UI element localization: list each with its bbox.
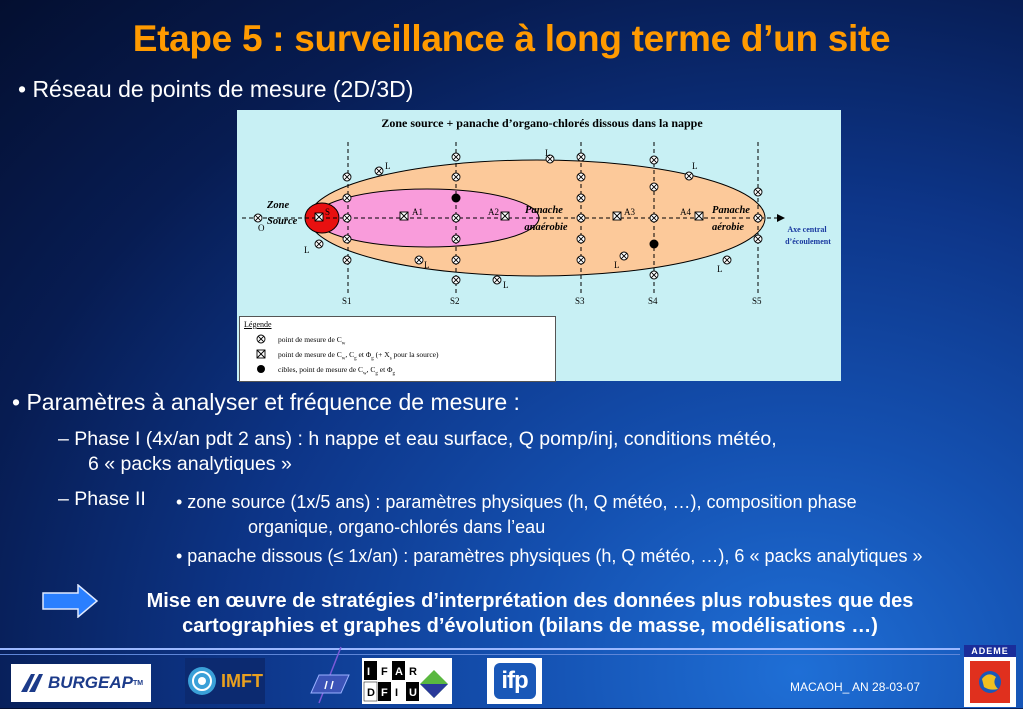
- footer-divider-thin: [0, 654, 960, 655]
- ademe-logo: [964, 645, 1016, 707]
- legend-row2-text: pour la source): [391, 350, 439, 359]
- footer-text: MACAOH_ AN 28-03-07: [790, 680, 921, 694]
- label-l: L: [304, 245, 310, 255]
- legend-title: Légende: [244, 320, 272, 329]
- diagram-legend: [239, 316, 556, 382]
- label-a2: A2: [488, 207, 499, 217]
- aerobic-label-2: aérobie: [711, 222, 745, 233]
- source-zone-line-1: • zone source (1x/5 ans) : paramètres physiques (h, Q météo, …), composition phase: [176, 492, 857, 512]
- legend-row3-sub: g: [375, 371, 378, 377]
- flow-arrow: [777, 214, 785, 222]
- label-l: L: [385, 161, 391, 171]
- ifarf-letter: A: [395, 666, 403, 678]
- ademe-badge: [970, 661, 1010, 703]
- legend-row3-sub: w: [362, 371, 367, 377]
- source-zone-line-2: organique, organo-chlorés dans l’eau: [248, 517, 546, 537]
- legend-row2-text: point de mesure de C: [278, 350, 342, 359]
- axis-label-2: d’écoulement: [785, 237, 831, 246]
- legend-row1-text: point de mesure de C: [278, 335, 342, 344]
- imft-text: IMFT: [221, 670, 263, 691]
- ifarf-logo: [362, 658, 452, 704]
- phase-1: [58, 427, 777, 477]
- hydro-logo-icon: [305, 645, 355, 705]
- zone-source-label-1: Zone: [267, 200, 290, 211]
- zone-source-label-2: Source: [267, 216, 298, 227]
- imft-swirl-icon: [187, 661, 217, 701]
- ifp-badge: [494, 663, 536, 699]
- label-a1: A1: [412, 207, 423, 217]
- slide-title: Etape 5 : surveillance à long terme d’un site: [132, 18, 891, 59]
- legend-row2-text: (+ X: [373, 350, 390, 359]
- section-s1: S1: [342, 296, 352, 306]
- legend-row2-sub: s: [389, 356, 392, 362]
- label-l: L: [614, 260, 620, 270]
- footer-divider: [0, 648, 960, 650]
- label-s: S: [325, 207, 331, 217]
- legend-row3-sub: g: [392, 371, 396, 377]
- legend-row3-text: et Φ: [377, 365, 393, 374]
- ifarf-grid-icon: [362, 658, 452, 704]
- label-l: L: [545, 148, 551, 158]
- anaerobic-label-1: Panache: [525, 205, 563, 216]
- ifarf-letter: R: [409, 666, 417, 678]
- bullet-network: • Réseau de points de mesure (2D/3D): [18, 76, 414, 102]
- ademe-text: ADEME: [964, 645, 1016, 657]
- ifarf-letter: F: [381, 687, 388, 699]
- legend-row1-sub: w: [341, 341, 346, 347]
- legend-row2-sub: w: [341, 356, 346, 362]
- legend-row-full: [278, 350, 439, 362]
- legend-row2-sub: g: [354, 356, 357, 362]
- bullet-parameters: • Paramètres à analyser et fréquence de mesure :: [12, 389, 520, 415]
- aerobic-label-1: Panache: [712, 205, 750, 216]
- label-l: L: [503, 280, 509, 290]
- ifarf-letter: I: [395, 687, 399, 699]
- filled-dot-icon: [256, 364, 266, 374]
- phase-1-line-1: – Phase I (4x/an pdt 2 ans) : h nappe et eau surface, Q pomp/inj, conditions météo,: [58, 428, 777, 450]
- arrow-right-icon: [42, 584, 98, 618]
- legend-row2-text: et Φ: [356, 350, 372, 359]
- conclusion: [100, 589, 960, 639]
- imft-logo: [185, 658, 265, 704]
- label-a4: A4: [680, 207, 691, 217]
- burgeap-tm: TM: [132, 679, 144, 687]
- burgeap-logo: [11, 664, 151, 702]
- label-l: L: [717, 264, 723, 274]
- burgeap-mark-icon: [19, 672, 45, 694]
- ifarf-letter: F: [381, 666, 388, 678]
- section-s2: S2: [450, 296, 460, 306]
- conclusion-line-2: cartographies et graphes d’évolution (bilans de masse, modélisations …): [182, 615, 878, 637]
- legend-row-targets: [278, 365, 395, 377]
- legend-row2-text: , C: [345, 350, 355, 359]
- ifarf-letter: U: [409, 687, 417, 699]
- anaerobic-label-2: anaérobie: [524, 222, 568, 233]
- label-a3: A3: [624, 207, 635, 217]
- ifp-logo: [487, 658, 542, 704]
- label-o: O: [258, 223, 265, 233]
- legend-row3-text: , C: [366, 365, 376, 374]
- label-l: L: [424, 260, 430, 270]
- circle-cross-icon: [256, 334, 266, 344]
- ifarf-letter: D: [367, 687, 375, 699]
- label-l: L: [692, 161, 698, 171]
- ifarf-letter: I: [367, 666, 371, 678]
- ifp-text: ifp: [501, 667, 528, 694]
- legend-row2-sub: g: [371, 356, 374, 362]
- globe-icon: [970, 661, 1010, 703]
- section-s5: S5: [752, 296, 762, 306]
- diagram-title: Zone source + panache d’organo-chlorés dissous dans la nappe: [381, 116, 703, 130]
- section-s3: S3: [575, 296, 585, 306]
- axis-label-1: Axe central: [787, 225, 827, 234]
- conclusion-line-1: Mise en œuvre de stratégies d’interprétation des données plus robustes que des: [146, 590, 914, 612]
- phase-2: – Phase II: [58, 488, 146, 510]
- section-s4: S4: [648, 296, 658, 306]
- legend-row-cw: [278, 335, 345, 347]
- burgeap-text: BURGEAP: [47, 673, 133, 692]
- plume-item: • panache dissous (≤ 1x/an) : paramètres physiques (h, Q météo, …), 6 « packs analytiques »: [176, 546, 923, 566]
- box-cross-icon: [256, 349, 266, 359]
- phase-1-line-2: 6 « packs analytiques »: [88, 453, 292, 475]
- legend-row3-text: cibles, point de mesure de C: [278, 365, 363, 374]
- source-zone-item: [176, 490, 857, 540]
